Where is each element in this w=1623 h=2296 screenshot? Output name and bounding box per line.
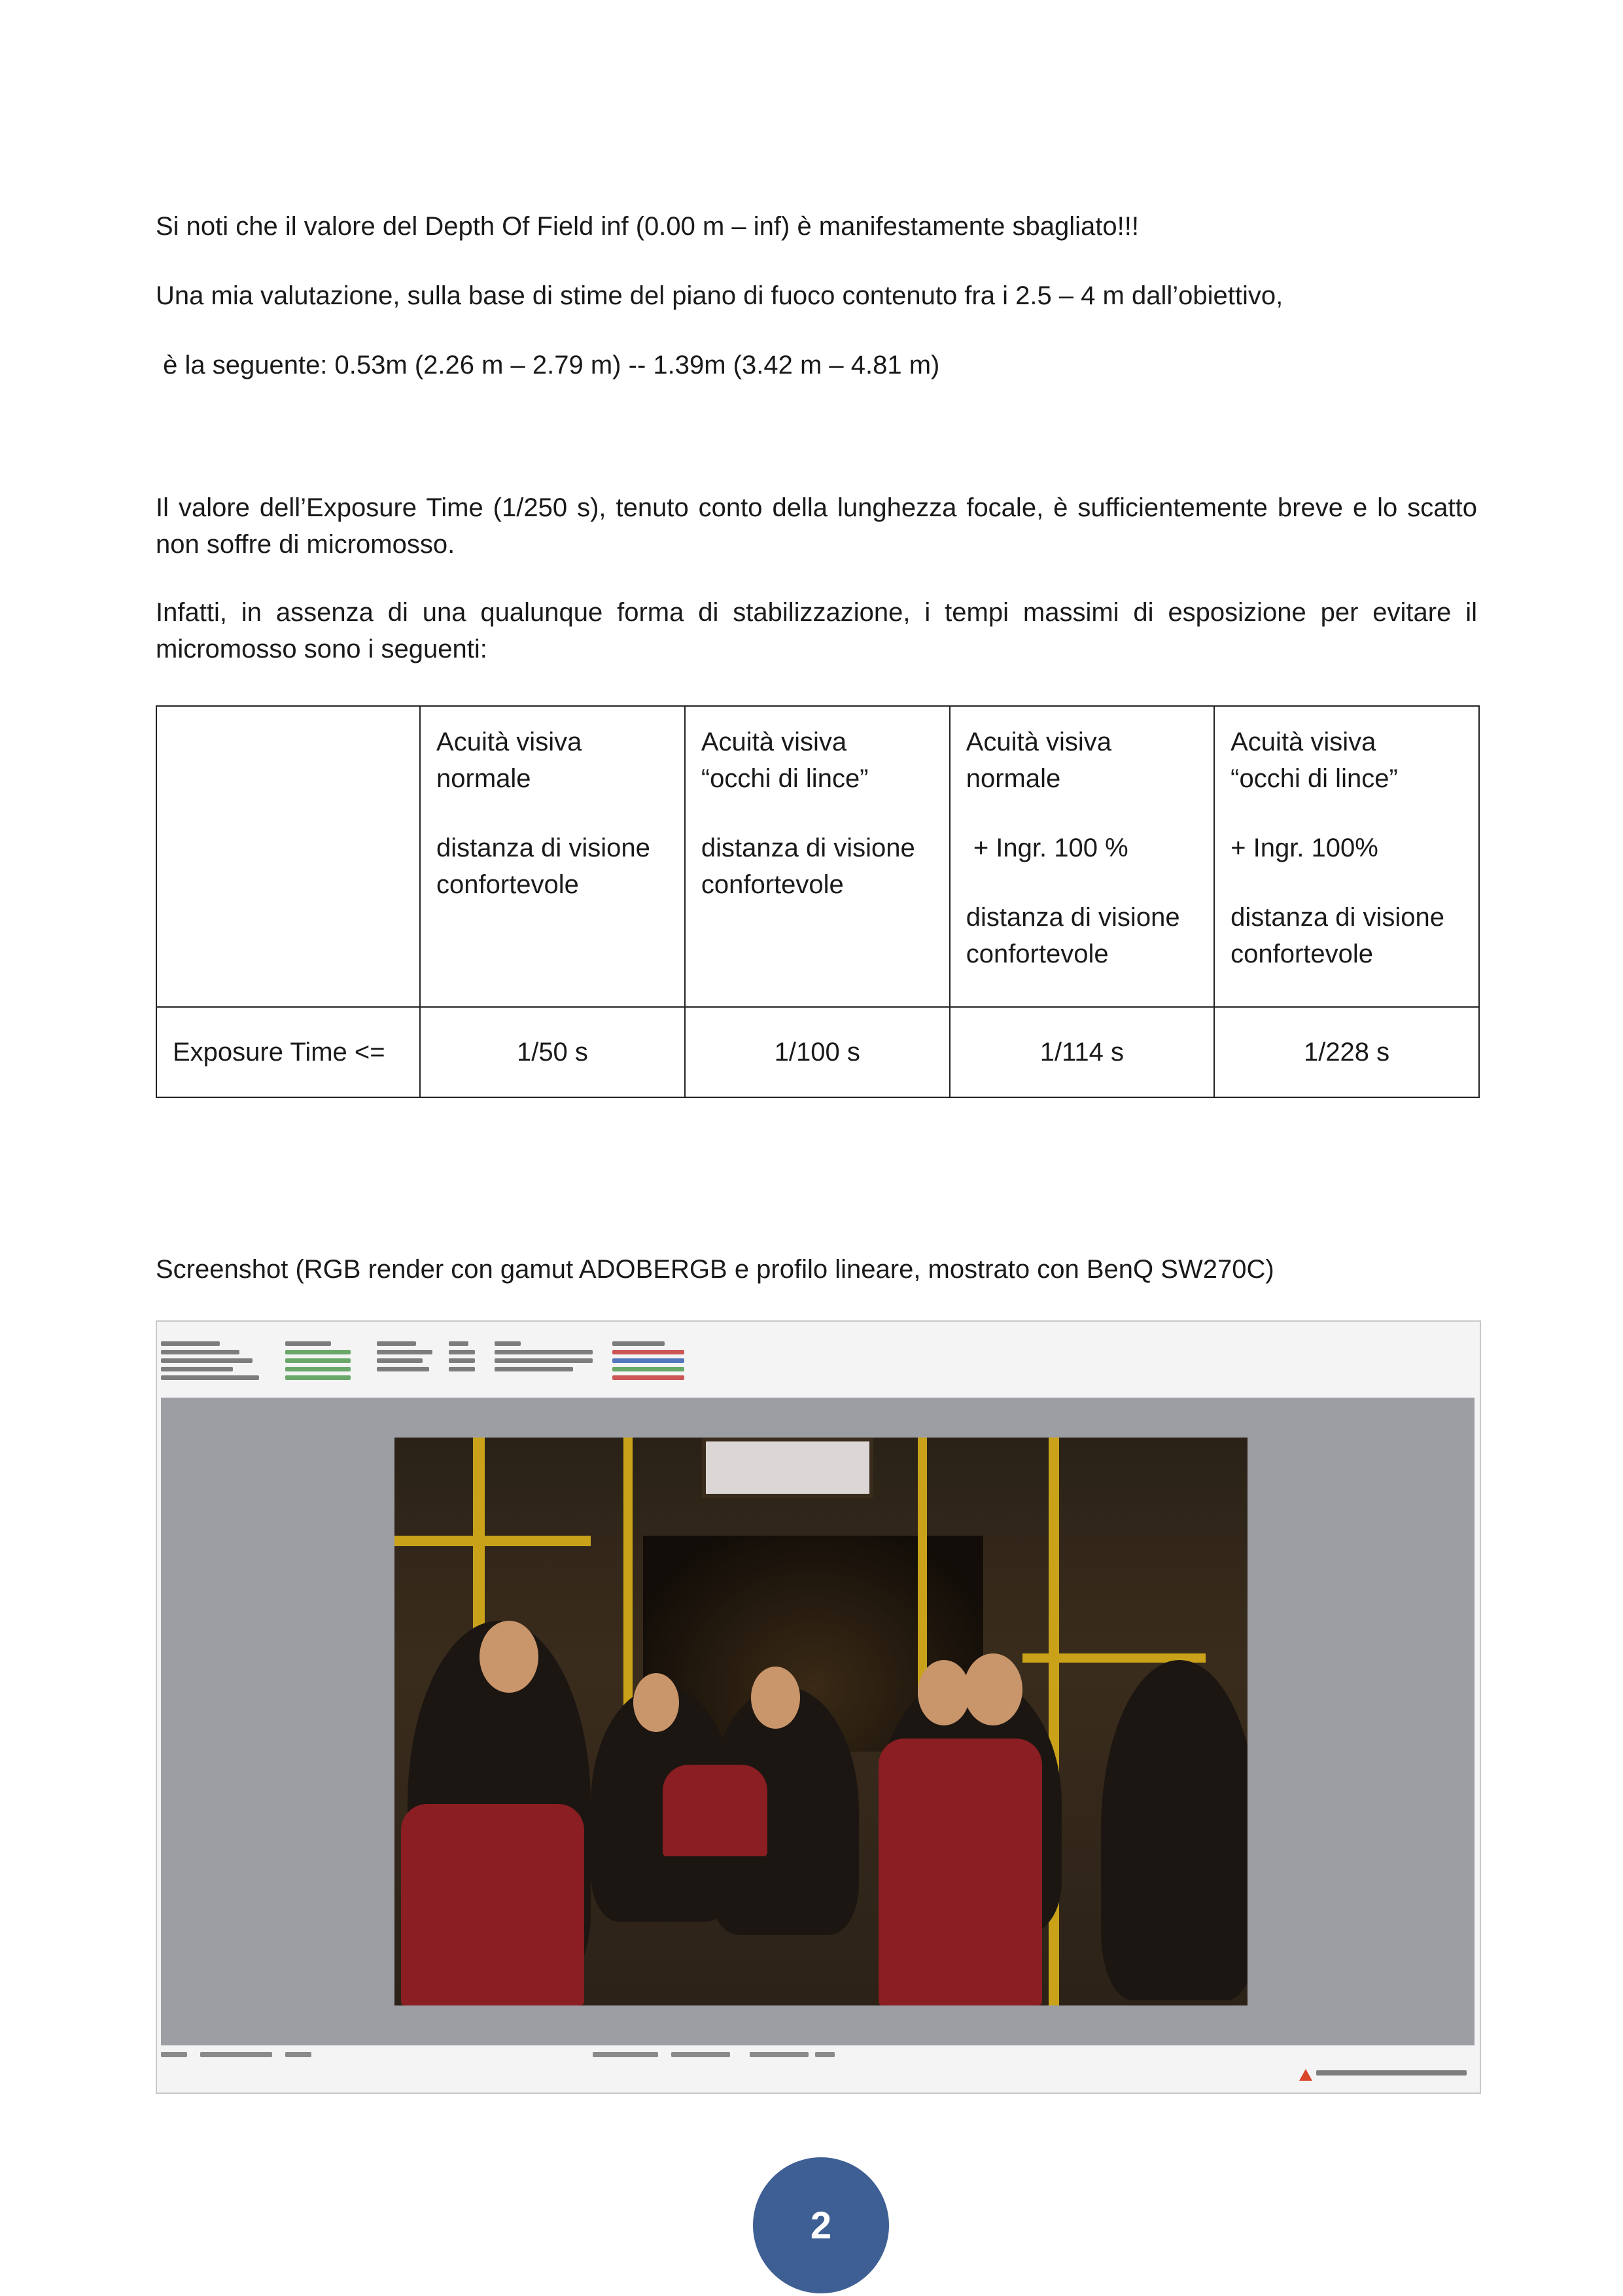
embedded-screenshot	[156, 1320, 1481, 2094]
software-credit	[1299, 2069, 1467, 2081]
page-number-badge: 2	[753, 2157, 889, 2293]
table-header-row	[156, 706, 1479, 1007]
dof-estimate-intro: Una mia valutazione, sulla base di stime del piano di fuoco contenuto fra i 2.5 – 4 m dall’obiettivo,	[156, 281, 1283, 310]
table-value-cell: 1/114 s	[950, 1007, 1214, 1097]
table-header-cell: Acuità visiva “occhi di lince” + Ingr. 100% distanza di visione confortevole	[1214, 706, 1479, 1007]
warning-triangle-icon	[1299, 2069, 1312, 2081]
exposure-table	[156, 705, 1480, 1098]
screenshot-toolbar	[161, 1336, 1475, 1405]
dof-estimate-values: è la seguente: 0.53m (2.26 m – 2.79 m) -- 1.39m (3.42 m – 4.81 m)	[156, 351, 940, 380]
stabilization-paragraph: Infatti, in assenza di una qualunque forma di stabilizzazione, i tempi massimi di esposizione per evitare il micromosso sono i seguenti:	[156, 598, 1477, 663]
table-value-cell: 1/50 s	[420, 1007, 685, 1097]
table-row	[156, 1007, 1479, 1097]
exposure-paragraph: Il valore dell’Exposure Time (1/250 s), tenuto conto della lunghezza focale, è sufficientemente breve e lo scatto non soffre di micromosso.	[156, 493, 1477, 559]
dof-note: Si noti che il valore del Depth Of Field inf (0.00 m – inf) è manifestamente sbagliato!!!	[156, 212, 1139, 241]
image-viewer-area[interactable]	[161, 1398, 1475, 2045]
table-header-cell: Acuità visiva normale + Ingr. 100 % distanza di visione confortevole	[950, 706, 1214, 1007]
row-label: Exposure Time <=	[156, 1007, 420, 1097]
table-header-cell: Acuità visiva “occhi di lince” distanza di visione confortevole	[685, 706, 950, 1007]
table-corner-cell	[156, 706, 420, 1007]
screenshot-statusbar	[161, 2048, 1475, 2061]
table-value-cell: 1/100 s	[685, 1007, 950, 1097]
bus-photo	[394, 1438, 1248, 2005]
screenshot-caption: Screenshot (RGB render con gamut ADOBERGB e profilo lineare, mostrato con BenQ SW270C)	[156, 1255, 1274, 1284]
table-header-cell: Acuità visiva normale distanza di visione confortevole	[420, 706, 685, 1007]
table-value-cell: 1/228 s	[1214, 1007, 1479, 1097]
